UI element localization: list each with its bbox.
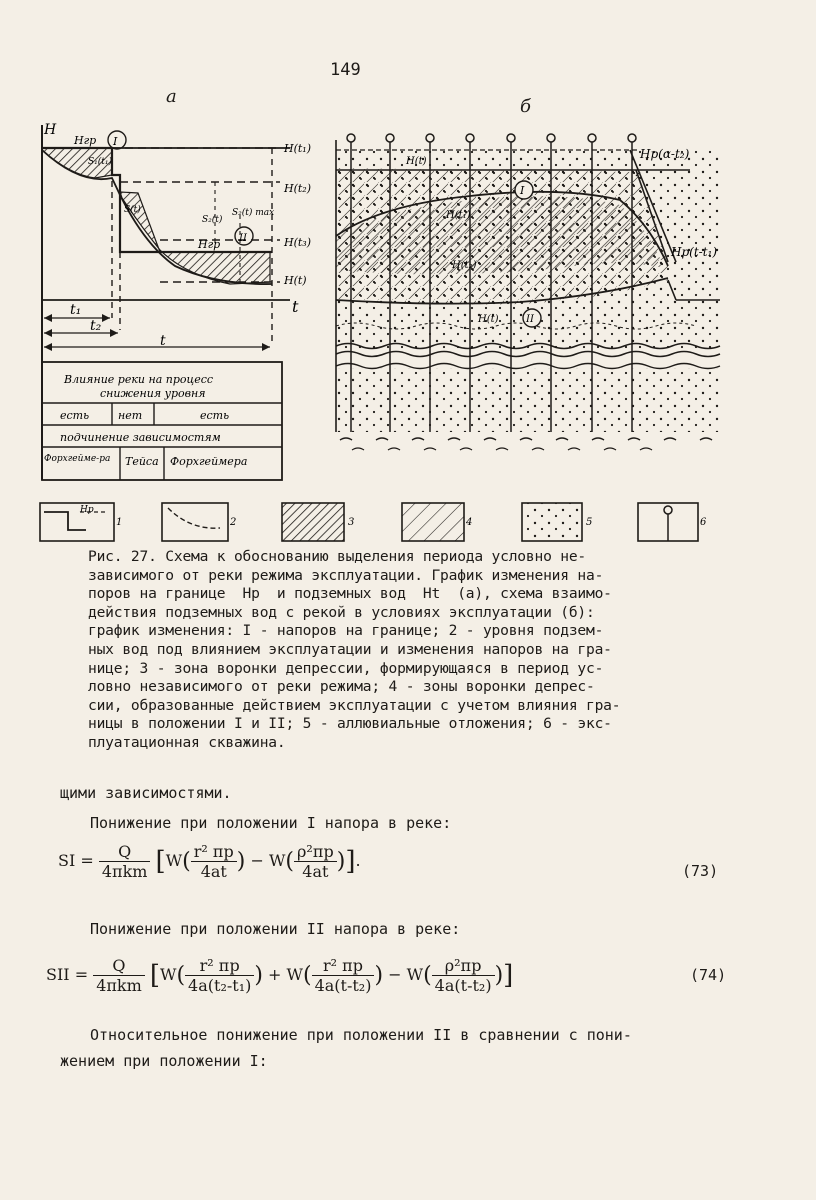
svg-text:I: I bbox=[520, 184, 525, 197]
panel-a-label: а bbox=[166, 86, 177, 107]
svg-text:Hp: Hp bbox=[80, 505, 94, 515]
svg-text:Влияние реки на процесс: Влияние реки на процесс bbox=[64, 373, 214, 386]
svg-text:есть: есть bbox=[200, 409, 230, 422]
svg-text:H(t): H(t) bbox=[406, 156, 427, 167]
panel-a-table bbox=[42, 362, 282, 480]
legend bbox=[40, 503, 707, 541]
body-line-4: Относительное понижение при положении II в сравнении с пони- bbox=[90, 1026, 632, 1044]
legend-item-2 bbox=[162, 503, 236, 541]
svg-text:Hгр: Hгр bbox=[74, 134, 97, 147]
t-axis-label: t bbox=[292, 297, 299, 316]
svg-text:подчинение зависимостям: подчинение зависимостям bbox=[60, 431, 221, 444]
svg-text:Hp(α-t₂): Hp(α-t₂) bbox=[640, 147, 690, 161]
svg-text:снижения уровня: снижения уровня bbox=[100, 387, 206, 400]
svg-text:t: t bbox=[160, 333, 166, 349]
svg-text:есть: есть bbox=[60, 409, 90, 422]
svg-text:нет: нет bbox=[118, 409, 143, 422]
panel-b-diagram bbox=[336, 140, 720, 450]
svg-text:II: II bbox=[239, 233, 247, 244]
svg-text:t₁: t₁ bbox=[70, 302, 82, 318]
svg-text:Тейса: Тейса bbox=[125, 455, 159, 468]
svg-text:t₂: t₂ bbox=[90, 318, 102, 334]
svg-text:1: 1 bbox=[116, 517, 123, 528]
equation-73: SI = $\frac{Q}{\text{4πkm}}$ [W( $\frac{\text{r² пр}}{4at}$ ) − W( $\frac{\text{ρ²пр}}{4at}$ )]. bbox=[58, 842, 361, 881]
page-number: 149 bbox=[330, 60, 361, 80]
svg-text:4: 4 bbox=[466, 517, 473, 528]
equation-74-number: (74) bbox=[690, 966, 727, 984]
svg-text:H(t₁): H(t₁) bbox=[446, 210, 471, 221]
svg-text:S(t): S(t) bbox=[124, 205, 141, 215]
svg-text:5: 5 bbox=[586, 517, 593, 528]
svg-text:Форхгеймера: Форхгеймера bbox=[170, 455, 248, 468]
equation-73-number: (73) bbox=[682, 862, 719, 880]
body-line-2: Понижение при положении I напора в реке: bbox=[90, 814, 452, 832]
svg-text:I: I bbox=[113, 135, 118, 148]
svg-text:H(t₃): H(t₃) bbox=[284, 236, 312, 249]
body-line-3: Понижение при положении II напора в реке: bbox=[90, 920, 461, 938]
legend-item-6 bbox=[638, 503, 707, 541]
svg-text:S₁(t₁): S₁(t₁) bbox=[88, 157, 113, 167]
body-line-1: щими зависимостями. bbox=[60, 784, 232, 802]
svg-text:H(t): H(t) bbox=[478, 314, 499, 325]
svg-text:H(t₂): H(t₂) bbox=[284, 182, 312, 195]
legend-item-1 bbox=[40, 503, 122, 541]
panel-b-label: б bbox=[520, 96, 531, 117]
svg-text:S₂(t): S₂(t) bbox=[202, 215, 223, 225]
body-line-5: жением при положении I: bbox=[60, 1052, 268, 1070]
svg-text:H(t₂): H(t₂) bbox=[452, 260, 477, 271]
svg-text:Форхгейме-ра: Форхгейме-ра bbox=[44, 454, 111, 464]
svg-text:S₂(t) max: S₂(t) max bbox=[232, 208, 275, 218]
svg-text:H(t₁): H(t₁) bbox=[284, 142, 312, 155]
legend-item-4 bbox=[402, 503, 472, 541]
h-axis-label: H bbox=[44, 122, 57, 138]
equation-74: SII = $\frac{Q}{\text{4πkm}}$ [W( $\frac{\text{r² пр}}{\text{4a(t₂-t₁)}}$ ) + W( $\frac{\text{r² пр}}{\text{4a(t-t₂)}}$ ) − W( $\frac{\text{ρ²пр}}{\text{4a(t-t₂)}}$ )] bbox=[46, 956, 514, 995]
svg-text:6: 6 bbox=[700, 517, 707, 528]
svg-text:Hгр: Hгр bbox=[198, 238, 221, 251]
figure-27 bbox=[0, 0, 816, 545]
svg-text:II: II bbox=[526, 314, 534, 325]
legend-item-5 bbox=[522, 503, 592, 541]
svg-text:3: 3 bbox=[348, 517, 355, 528]
svg-text:Hp(t-t₁): Hp(t-t₁) bbox=[671, 245, 718, 259]
figure-caption: Рис. 27. Схема к обоснованию выделения периода условно не- зависимого от реки режима эксплуатации. График изменения на- поров на границе Hр и подземных вод Ht (а), схема взаимо- действия подземных вод с рекой в условиях эксплуатации (б): график изменения: I - напоров на границе; 2 - уровня подзем- ных вод под влиянием эксплуатации и изменения напоров на гра- нице; 3 - зона воронки депрессии, формирующаяся в период ус- ловно независимого от реки режима; 4 - зоны воронки депрес- сии, образованные действием эксплуатации с учетом влияния гра- ницы в положении I и II; 5 - аллювиальные отложения; 6 - экс- плуатационная скважина. bbox=[88, 548, 621, 751]
svg-text:H(t): H(t) bbox=[284, 274, 307, 287]
legend-item-3 bbox=[282, 503, 354, 541]
svg-text:2: 2 bbox=[230, 517, 237, 528]
